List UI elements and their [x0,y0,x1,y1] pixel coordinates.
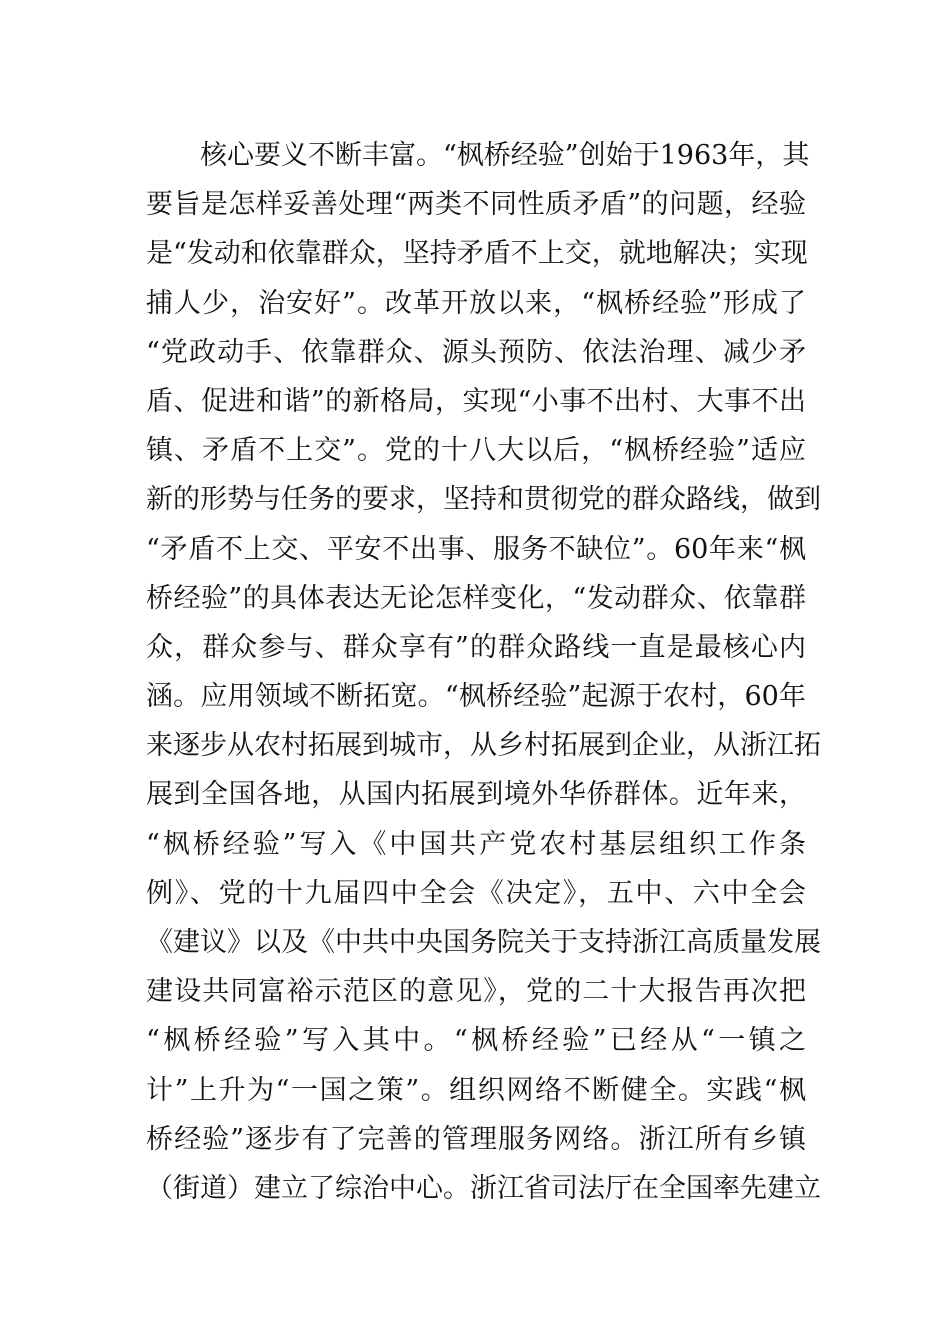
body-paragraph [146,131,821,1213]
text-line: 盾、促进和谐”的新格局，实现“小事不出村、大事不出 [146,385,806,417]
text-line: 涵。应用领域不断拓宽。“枫桥经验”起源于农村，60年 [146,681,806,713]
text-line: 展到全国各地，从国内拓展到境外华侨群体。近年来， [146,779,806,811]
text-line: 《建议》以及《中共中央国务院关于支持浙江高质量发展 [146,927,821,958]
text-line: 计”上升为“一国之策”。组织网络不断健全。实践“枫 [146,1074,806,1106]
text-line: 众，群众参与、群众享有”的群众路线一直是最核心内 [146,631,806,663]
text-line: 核心要义不断丰富。“枫桥经验”创始于1963年，其 [200,140,810,171]
text-line: “枫桥经验”写入《中国共产党农村基层组织工作条 [146,828,806,860]
text-line: “枫桥经验”写入其中。“枫桥经验”已经从“一镇之 [146,1025,806,1057]
text-line: 例》、党的十九届四中全会《决定》，五中、六中全会 [146,877,806,909]
text-line: 是“发动和依靠群众，坚持矛盾不上交，就地解决；实现 [146,238,808,270]
text-line: 桥经验”的具体表达无论怎样变化，“发动群众、依靠群 [146,582,806,614]
text-line: 捕人少，治安好”。改革开放以来，“枫桥经验”形成了 [146,287,806,319]
text-line: （街道）建立了综治中心。浙江省司法厅在全国率先建立 [146,1172,821,1204]
text-line: 来逐步从农村拓展到城市，从乡村拓展到企业，从浙江拓 [146,730,821,762]
text-line: 建设共同富裕示范区的意见》，党的二十大报告再次把 [146,976,806,1008]
text-line: 镇、矛盾不上交”。党的十八大以后，“枫桥经验”适应 [146,435,806,467]
text-line: “党政动手、依靠群众、源头预防、依法治理、减少矛 [146,336,806,368]
text-line: “矛盾不上交、平安不出事、服务不缺位”。60年来“枫 [146,533,806,565]
text-line: 新的形势与任务的要求，坚持和贯彻党的群众路线，做到 [146,484,821,516]
text-line: 桥经验”逐步有了完善的管理服务网络。浙江所有乡镇 [146,1123,806,1155]
text-line: 要旨是怎样妥善处理“两类不同性质矛盾”的问题，经验 [146,189,806,221]
